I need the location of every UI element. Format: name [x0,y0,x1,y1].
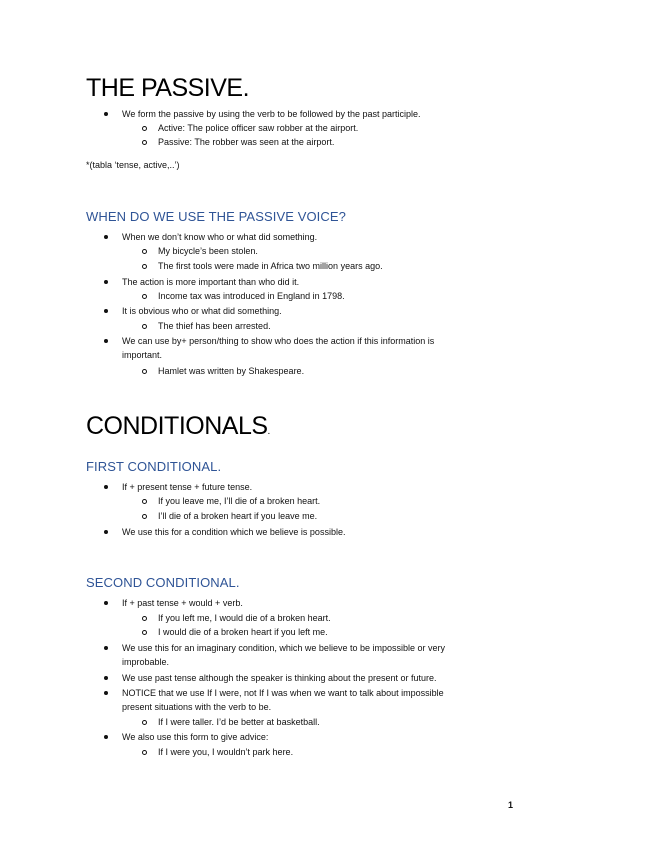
list-item: My bicycle’s been stolen. [158,246,258,256]
circle-bullet-icon [142,140,147,145]
bullet-icon [104,646,108,650]
circle-bullet-icon [142,616,147,621]
circle-bullet-icon [142,630,147,635]
bullet-icon [104,309,108,313]
circle-bullet-icon [142,249,147,254]
list-item: The thief has been arrested. [158,321,271,331]
list-item: We use past tense although the speaker is thinking about the present or future. [122,673,437,683]
heading-when-passive: WHEN DO WE USE THE PASSIVE VOICE? [86,209,346,224]
circle-bullet-icon [142,499,147,504]
list-item: If I were taller. I’d be better at basketball. [158,717,320,727]
bullet-icon [104,280,108,284]
list-item: We use this for an imaginary condition, which we believe to be impossible or very [122,643,445,653]
list-item: The action is more important than who did it. [122,277,300,287]
list-item: NOTICE that we use If I were, not If I was when we want to talk about impossible [122,688,444,698]
circle-bullet-icon [142,324,147,329]
circle-bullet-icon [142,294,147,299]
list-item: I would die of a broken heart if you left me. [158,627,328,637]
list-item-continued: important. [122,350,163,360]
list-item: We also use this form to give advice: [122,732,269,742]
list-item: Hamlet was written by Shakespeare. [158,366,305,376]
list-item: We use this for a condition which we believe is possible. [122,527,346,537]
list-item: If you left me, I would die of a broken heart. [158,613,331,623]
heading-first-conditional: FIRST CONDITIONAL. [86,459,222,474]
circle-bullet-icon [142,720,147,725]
bullet-icon [104,235,108,239]
bullet-icon [104,112,108,116]
bullet-icon [104,691,108,695]
list-item: If + past tense + would + verb. [122,598,243,608]
list-item: We can use by+ person/thing to show who does the action if this information is [122,336,435,346]
list-item: When we don’t know who or what did something. [122,232,318,242]
circle-bullet-icon [142,369,147,374]
list-item: If I were you, I wouldn’t park here. [158,747,294,757]
circle-bullet-icon [142,126,147,131]
list-item-continued: improbable. [122,657,170,667]
bullet-icon [104,485,108,489]
list-item: We form the passive by using the verb to be followed by the past participle. [122,109,421,119]
list-item-continued: present situations with the verb to be. [122,702,272,712]
circle-bullet-icon [142,750,147,755]
bullet-icon [104,339,108,343]
bullet-icon [104,530,108,534]
heading-conditionals-dot: . [267,426,270,437]
bullet-icon [104,601,108,605]
list-item: Income tax was introduced in England in 1798. [158,291,345,301]
heading-conditionals [86,412,270,441]
note-text: *(tabla ‘tense, active,..’) [86,160,180,170]
list-item: If you leave me, I’ll die of a broken heart. [158,496,321,506]
list-item: The first tools were made in Africa two million years ago. [158,261,383,271]
heading-second-conditional: SECOND CONDITIONAL. [86,575,240,590]
list-item: Active: The police officer saw robber at the airport. [158,123,359,133]
page-number: 1 [508,800,514,810]
bullet-icon [104,735,108,739]
list-item: If + present tense + future tense. [122,482,253,492]
heading-the-passive: THE PASSIVE. [86,74,250,102]
list-item: I’ll die of a broken heart if you leave me. [158,511,318,521]
circle-bullet-icon [142,264,147,269]
circle-bullet-icon [142,514,147,519]
list-item: It is obvious who or what did something. [122,306,282,316]
bullet-icon [104,676,108,680]
list-item: Passive: The robber was seen at the airport. [158,137,335,147]
heading-conditionals-text: CONDITIONALS [86,412,268,440]
